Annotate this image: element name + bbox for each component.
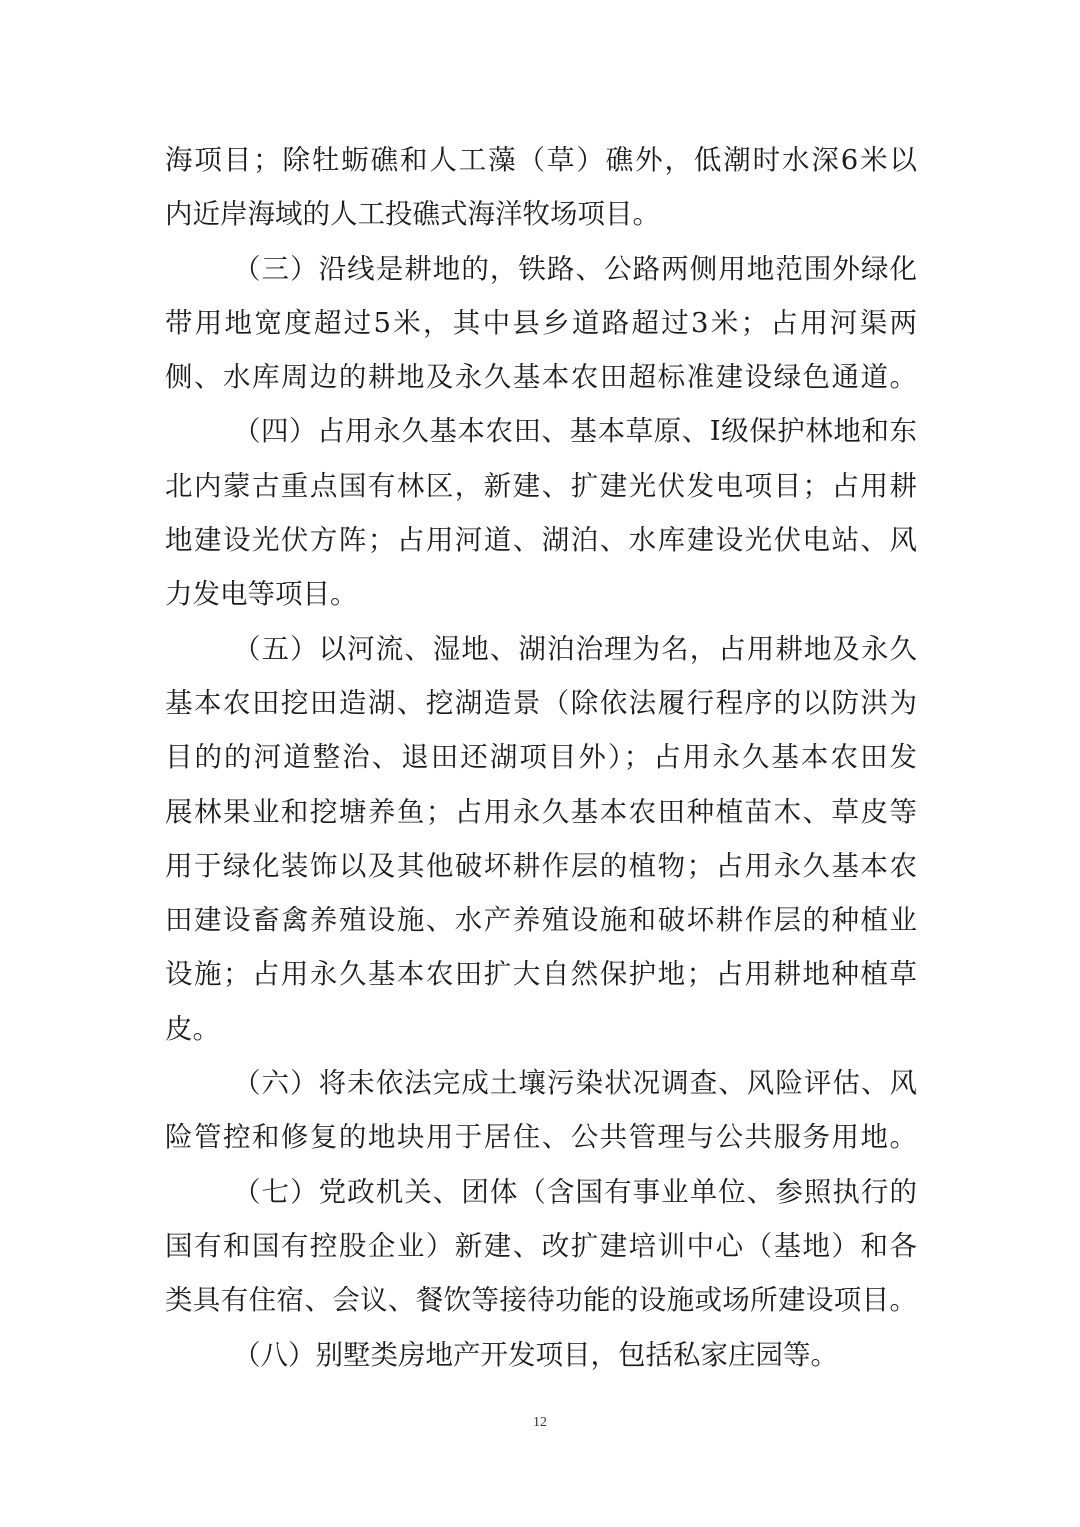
text-line: 内近岸海域的人工投礁式海洋牧场项目。	[165, 198, 660, 231]
text-line: 用于绿化装饰以及其他破坏耕作层的植物；占用永久基本农	[165, 849, 917, 882]
text-line: 海项目；除牡蛎礁和人工藻（草）礁外，低潮时水深6米以	[165, 144, 917, 176]
text-line: 目的的河道整治、退田还湖项目外）；占用永久基本农田发	[165, 741, 917, 774]
text-line: （三）沿线是耕地的，铁路、公路两侧用地范围外绿化	[233, 252, 917, 285]
text-line: 带用地宽度超过5米，其中县乡道路超过3米；占用河渠两	[165, 306, 917, 339]
text-line: （七）党政机关、团体（含国有事业单位、参照执行的	[233, 1175, 917, 1208]
text-line: 基本农田挖田造湖、挖湖造景（除依法履行程序的以防洪为	[165, 686, 917, 719]
text-line: 国有和国有控股企业）新建、改扩建培训中心（基地）和各	[165, 1229, 917, 1262]
text-line: 侧、水库周边的耕地及永久基本农田超标准建设绿色通道。	[165, 361, 917, 394]
text-line: 田建设畜禽养殖设施、水产养殖设施和破坏耕作层的种植业	[165, 904, 917, 937]
text-line: 展林果业和挖塘养鱼；占用永久基本农田种植苗木、草皮等	[165, 795, 917, 828]
text-line: 北内蒙古重点国有林区，新建、扩建光伏发电项目；占用耕	[165, 469, 917, 502]
text-line: 皮。	[165, 1012, 220, 1045]
text-line: 类具有住宿、会议、餐饮等接待功能的设施或场所建设项目。	[165, 1284, 917, 1317]
text-line: （四）占用永久基本农田、基本草原、I级保护林地和东	[233, 415, 917, 448]
page-number: 12	[533, 1415, 547, 1430]
text-line: （八）别墅类房地产开发项目，包括私家庄园等。	[233, 1338, 838, 1371]
text-line: （五）以河流、湿地、湖泊治理为名，占用耕地及永久	[233, 632, 917, 665]
text-line: 力发电等项目。	[165, 578, 358, 611]
text-line: （六）将未依法完成土壤污染状况调查、风险评估、风	[233, 1067, 917, 1100]
document-body	[165, 133, 917, 1382]
text-line: 险管控和修复的地块用于居住、公共管理与公共服务用地。	[165, 1121, 917, 1154]
text-line: 设施；占用永久基本农田扩大自然保护地；占用耕地种植草	[165, 958, 917, 991]
text-line: 地建设光伏方阵；占用河道、湖泊、水库建设光伏电站、风	[165, 524, 917, 557]
